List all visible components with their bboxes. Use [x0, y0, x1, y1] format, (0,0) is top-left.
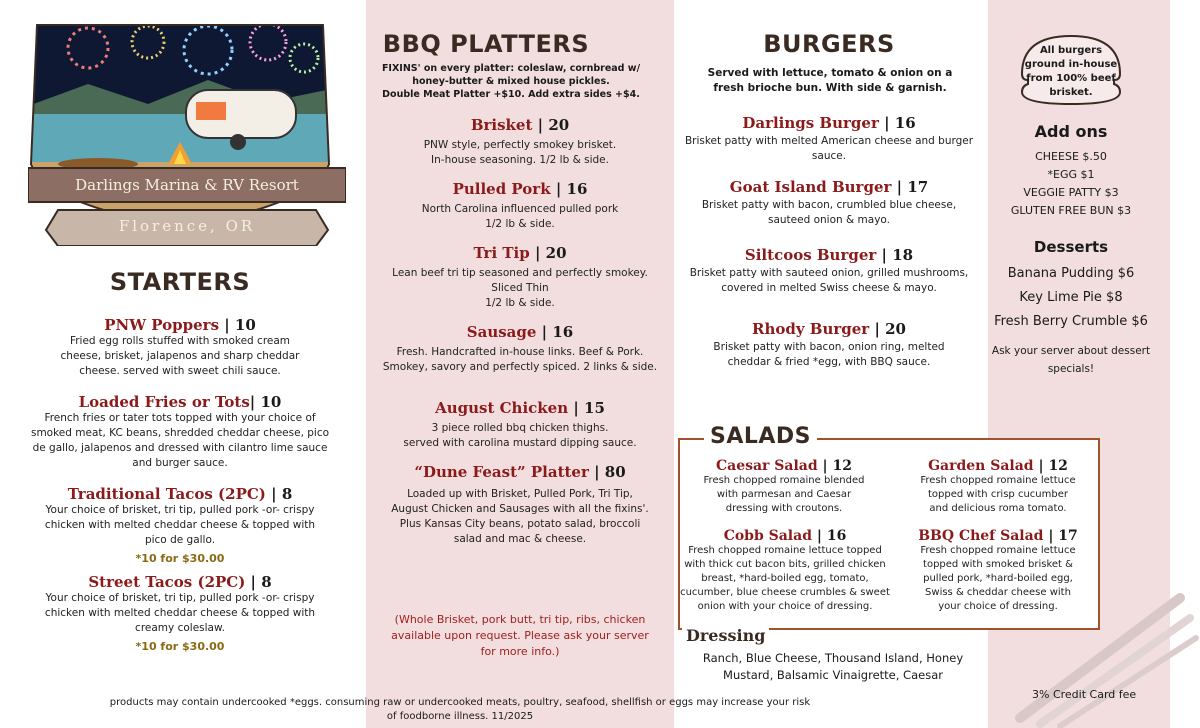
salad-item: [898, 458, 1098, 516]
burger-item-price: 18: [892, 246, 914, 264]
description-line: pico de gallo.: [144, 534, 216, 546]
burger-item-description: [676, 266, 982, 296]
description-line: cucumber, blue cheese crumbles & sweet: [680, 587, 890, 598]
intro-line: fresh brioche bun. With side & garnish.: [713, 82, 947, 94]
description-line: Fresh chopped romaine lettuce topped: [688, 545, 882, 556]
burger-item-price: 20: [885, 320, 906, 338]
bbq-item: [366, 180, 674, 232]
burger-bun-badge: [1014, 32, 1128, 108]
starter-item-name: PNW Poppers: [104, 316, 220, 334]
starter-item-description: [20, 334, 340, 379]
badge-line: from 100% beef: [1026, 73, 1116, 84]
description-line: cheese. served with sweet chili sauce.: [79, 365, 281, 377]
description-line: Plus Kansas City beans, potato salad, broccoli: [399, 518, 641, 530]
addon-item: GLUTEN FREE BUN $3: [1010, 204, 1132, 217]
starter-item-price: 8: [261, 573, 272, 591]
description-line: dressing with croutons.: [725, 503, 843, 514]
starter-item: [20, 393, 340, 471]
burger-item-description: [676, 340, 982, 370]
intro-line: FIXINS' on every platter: coleslaw, cornbread w/: [381, 63, 641, 74]
description-line: Your choice of brisket, tri tip, pulled pork -or- crispy: [45, 504, 315, 516]
bbq-item-description: [366, 345, 674, 375]
description-line: Loaded up with Brisket, Pulled Pork, Tri Tip,: [407, 488, 633, 500]
starter-item: [20, 316, 340, 379]
resort-logo-name: Darlings Marina & RV Resort: [75, 176, 299, 194]
resort-logo-location: Florence, OR: [118, 217, 256, 235]
starter-item-price: 10: [260, 393, 282, 411]
request-line: (Whole Brisket, pork butt, tri tip, ribs, chicken: [394, 613, 646, 626]
bbq-item-title: Sausage | 16: [466, 323, 574, 341]
bbq-section: [366, 116, 674, 547]
description-line: pulled pork, *hard-boiled egg,: [923, 573, 1073, 584]
bbq-item-description: [366, 421, 674, 451]
burger-item: [676, 246, 982, 296]
starters-heading: STARTERS: [109, 268, 251, 296]
salad-item-name: Cobb Salad: [723, 528, 812, 544]
bbq-item-name: Sausage: [466, 323, 537, 341]
dessert-item: Banana Pudding $6: [1007, 266, 1135, 281]
description-line: cheese, brisket, jalapenos and sharp cheddar: [60, 350, 300, 362]
burger-item: [676, 114, 982, 164]
description-line: Brisket patty with sauteed onion, grilled mushrooms,: [689, 267, 969, 279]
bbq-item-description: [366, 202, 674, 232]
burger-item: [676, 320, 982, 370]
bbq-heading: BBQ PLATTERS: [382, 30, 590, 58]
burger-item-title: Rhody Burger | 20: [751, 320, 906, 338]
salad-item-price: 12: [1048, 458, 1068, 474]
bbq-item-name: Brisket: [470, 116, 533, 134]
bbq-item: [366, 399, 674, 451]
starter-item-description: [20, 503, 340, 548]
description-line: Fresh chopped romaine blended: [703, 475, 865, 486]
salad-item-title: Cobb Salad | 16: [723, 528, 847, 544]
bbq-item: [366, 244, 674, 311]
description-line: North Carolina influenced pulled pork: [421, 203, 619, 215]
description-line: and burger sauce.: [132, 457, 228, 469]
description-line: sauteed onion & mayo.: [768, 214, 890, 226]
salad-item-name: Caesar Salad: [715, 458, 818, 474]
request-line: for more info.): [480, 645, 560, 658]
description-line: Swiss & cheddar cheese with: [925, 587, 1071, 598]
request-line: available upon request. Please ask your server: [391, 629, 649, 642]
burgers-intro: [680, 66, 980, 96]
description-line: breast, *hard-boiled egg, tomato,: [701, 573, 869, 584]
starter-item-title: Street Tacos (2PC) | 8: [88, 573, 272, 591]
description-line: Fresh chopped romaine lettuce: [920, 545, 1076, 556]
description-line: smoked meat, KC beans, shredded cheddar cheese, pico: [30, 427, 330, 439]
dessert-note-line: specials!: [1047, 363, 1095, 375]
starter-item-description: [20, 591, 340, 636]
addon-item: CHEESE $.50: [1035, 150, 1107, 163]
description-line: with thick cut bacon bits, grilled chicken: [684, 559, 886, 570]
salad-item-title: Garden Salad | 12: [928, 458, 1068, 474]
bbq-item-description: [366, 138, 674, 168]
bbq-item-name: Pulled Pork: [452, 180, 551, 198]
description-line: Brisket patty with bacon, crumbled blue cheese,: [701, 199, 957, 211]
bbq-item-description: [366, 266, 674, 311]
description-line: French fries or tater tots topped with your choice of: [44, 412, 316, 424]
salad-item-title: Caesar Salad | 12: [715, 458, 852, 474]
salad-item-name: BBQ Chef Salad: [918, 528, 1044, 544]
description-line: Brisket patty with bacon, onion ring, melted: [713, 341, 945, 353]
starter-item-price: 10: [234, 316, 256, 334]
starter-item-description: [20, 411, 340, 471]
description-line: Your choice of brisket, tri tip, pulled pork -or- crispy: [45, 592, 315, 604]
bbq-item: [366, 463, 674, 547]
footer-line: of foodborne illness. 11/2025: [386, 711, 534, 722]
starter-item-name: Traditional Tacos (2PC): [67, 485, 266, 503]
burger-item-name: Siltcoos Burger: [744, 246, 877, 264]
salad-item: [680, 528, 890, 614]
description-line: served with carolina mustard dipping sauce.: [403, 437, 637, 449]
description-line: topped with crisp cucumber: [928, 489, 1068, 500]
salad-item-price: 16: [826, 528, 847, 544]
dessert-item: Fresh Berry Crumble $6: [994, 314, 1148, 329]
footer-disclaimer: [40, 696, 880, 724]
credit-card-fee: 3% Credit Card fee: [1032, 688, 1137, 701]
description-line: creamy coleslaw.: [135, 622, 225, 634]
burger-item-description: [676, 134, 982, 164]
burgers-section: [676, 114, 982, 370]
description-line: with parmesan and Caesar: [716, 489, 852, 500]
bbq-item-title: Brisket | 20: [470, 116, 570, 134]
description-line: chicken with melted cheddar cheese & topped with: [44, 519, 316, 531]
burger-item-title: Darlings Burger | 16: [742, 114, 916, 132]
bbq-item-description: [366, 487, 674, 547]
burger-item-title: Siltcoos Burger | 18: [744, 246, 914, 264]
description-line: and delicious roma tomato.: [929, 503, 1067, 514]
addons-list: [988, 148, 1154, 220]
bbq-request-note: [366, 612, 674, 660]
salad-item: [684, 458, 884, 516]
description-line: Fresh. Handcrafted in-house links. Beef & Pork.: [396, 346, 644, 358]
salad-item-price: 17: [1058, 528, 1078, 544]
bbq-item-title: “Dune Feast” Platter | 80: [414, 463, 626, 481]
bbq-item-name: Tri Tip: [473, 244, 530, 262]
desserts-list: [982, 262, 1160, 334]
addons-heading: Add ons: [1034, 122, 1108, 141]
bbq-item-title: Pulled Pork | 16: [452, 180, 588, 198]
brush-stroke-decoration: [1010, 578, 1200, 728]
bbq-intro: [366, 62, 656, 101]
bbq-item-title: August Chicken | 15: [435, 399, 605, 417]
burger-item-price: 16: [894, 114, 916, 132]
salad-item-description: [680, 544, 890, 614]
dressing-list: [680, 650, 986, 684]
description-line: 3 piece rolled bbq chicken thighs.: [431, 422, 609, 434]
description-line: August Chicken and Sausages with all the fixins'.: [391, 503, 649, 515]
starter-item-name: Loaded Fries or Tots: [78, 393, 250, 411]
bbq-item-price: 20: [545, 244, 567, 262]
description-line: Sliced Thin: [491, 282, 549, 294]
bbq-item-price: 20: [548, 116, 570, 134]
footer-line: products may contain undercooked *eggs. consuming raw or undercooked meats, poultry, seafood, shellfish or eggs may increase your risk: [109, 697, 811, 708]
salad-item-description: [684, 474, 884, 516]
starter-item-title: Traditional Tacos (2PC) | 8: [67, 485, 293, 503]
starter-item-promo: *10 for $30.00: [135, 640, 225, 653]
dessert-note-line: Ask your server about dessert: [991, 345, 1151, 357]
dressing-line: Mustard, Balsamic Vinaigrette, Caesar: [723, 668, 943, 682]
intro-line: Double Meat Platter +$10. Add extra sides +$4.: [382, 89, 640, 100]
bbq-item: [366, 116, 674, 168]
badge-line: All burgers: [1039, 45, 1103, 56]
description-line: cheddar & fried *egg, with BBQ sauce.: [727, 356, 931, 368]
description-line: In-house seasoning. 1/2 lb & side.: [431, 154, 609, 166]
burger-item-name: Rhody Burger: [751, 320, 870, 338]
intro-line: Served with lettuce, tomato & onion on a: [707, 67, 953, 79]
resort-logo-illustration: [28, 14, 346, 246]
description-line: salad and mac & cheese.: [453, 533, 587, 545]
description-line: 1/2 lb & side.: [485, 297, 555, 309]
description-line: Smokey, savory and perfectly spiced. 2 links & side.: [382, 361, 658, 373]
starter-item-price: 8: [281, 485, 293, 503]
bbq-item-name: August Chicken: [435, 399, 569, 417]
dressing-line: Ranch, Blue Cheese, Thousand Island, Honey: [702, 651, 964, 665]
bbq-item-price: 80: [604, 463, 626, 481]
burger-item-name: Darlings Burger: [742, 114, 879, 132]
description-line: Fried egg rolls stuffed with smoked cream: [69, 335, 291, 347]
description-line: Lean beef tri tip seasoned and perfectly smokey.: [392, 267, 648, 279]
bbq-item: [366, 323, 674, 375]
burger-item: [676, 178, 982, 228]
badge-line: ground in-house: [1024, 59, 1118, 70]
description-line: your choice of dressing.: [938, 601, 1058, 612]
dressing-heading: Dressing: [682, 626, 769, 645]
bbq-item-price: 16: [552, 323, 574, 341]
addon-item: VEGGIE PATTY $3: [1023, 186, 1119, 199]
bbq-item-price: 16: [566, 180, 588, 198]
salad-item-name: Garden Salad: [928, 458, 1034, 474]
starter-item: [20, 485, 340, 565]
starter-item-promo: *10 for $30.00: [135, 552, 225, 565]
burger-item-name: Goat Island Burger: [729, 178, 892, 196]
description-line: PNW style, perfectly smokey brisket.: [423, 139, 617, 151]
description-line: de gallo, jalapenos and dressed with cilantro lime sauce: [32, 442, 328, 454]
salad-item-price: 12: [832, 458, 852, 474]
bbq-item-price: 15: [584, 399, 605, 417]
description-line: chicken with melted cheddar cheese & topped with: [44, 607, 316, 619]
addon-item: *EGG $1: [1047, 168, 1095, 181]
salad-item-title: BBQ Chef Salad | 17: [918, 528, 1078, 544]
desserts-heading: Desserts: [1033, 238, 1109, 256]
burger-bun-text: [1014, 44, 1128, 100]
description-line: sauce.: [811, 150, 847, 162]
burger-item-description: [676, 198, 982, 228]
description-line: onion with your choice of dressing.: [697, 601, 873, 612]
starter-item-name: Street Tacos (2PC): [88, 573, 246, 591]
resort-logo: [28, 14, 346, 246]
description-line: covered in melted Swiss cheese & mayo.: [721, 282, 937, 294]
intro-line: honey-butter & mixed house pickles.: [412, 76, 610, 87]
description-line: 1/2 lb & side.: [485, 218, 555, 230]
dessert-note: [988, 342, 1154, 378]
badge-line: brisket.: [1049, 87, 1093, 98]
bbq-item-name: “Dune Feast” Platter: [414, 463, 589, 481]
description-line: topped with smoked brisket &: [923, 559, 1073, 570]
burger-item-price: 17: [907, 178, 929, 196]
starter-item-title: Loaded Fries or Tots| 10: [78, 393, 282, 411]
burgers-heading: BURGERS: [763, 30, 895, 58]
burger-item-title: Goat Island Burger | 17: [729, 178, 929, 196]
starters-section: [20, 316, 340, 653]
starter-item-title: PNW Poppers | 10: [104, 316, 256, 334]
salads-heading: SALADS: [704, 424, 817, 449]
starter-item: [20, 573, 340, 653]
description-line: Brisket patty with melted American cheese and burger: [684, 135, 974, 147]
dessert-item: Key Lime Pie $8: [1019, 290, 1123, 305]
description-line: Fresh chopped romaine lettuce: [920, 475, 1076, 486]
salad-item-description: [898, 474, 1098, 516]
bbq-item-title: Tri Tip | 20: [473, 244, 567, 262]
